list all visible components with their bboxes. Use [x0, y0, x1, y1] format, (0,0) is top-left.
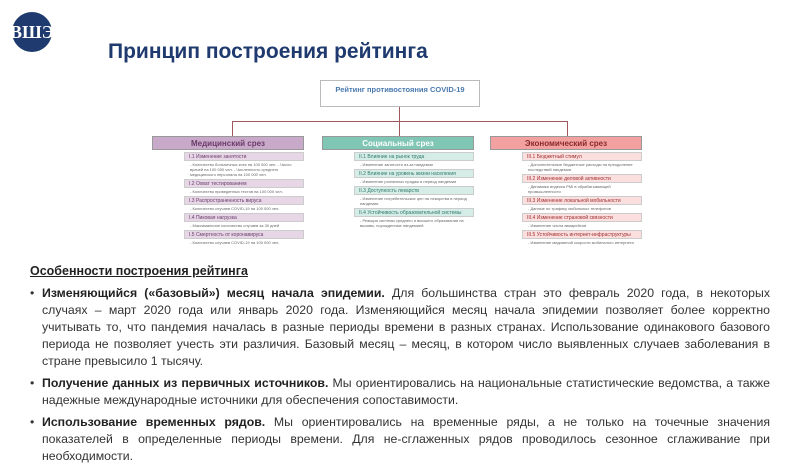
indicator-box: III.4 Изменение страновой связности: [522, 213, 642, 222]
indicator-box: II.3 Доступность лекарств: [354, 186, 474, 195]
indicator-description: - Изменение потребительских цен на лекарства в период пандемии: [360, 196, 467, 206]
connector: [567, 121, 568, 136]
diagram-column-eco: [490, 136, 642, 245]
indicator-description: - Количество случаев COVID-19 на 100 000 чел.: [190, 206, 280, 211]
diagram-column-med: [152, 136, 304, 245]
column-header: Медицинский срез: [152, 136, 304, 150]
indicator-description: - Изменение занятости из-за пандемии: [360, 162, 433, 167]
indicator-box: III.3 Изменение локальной мобильности: [522, 196, 642, 205]
indicator-box: II.4 Устойчивость образовательной системы: [354, 208, 474, 217]
indicator-description: - Количество проведенных тестов на 100 000 чел.: [190, 189, 283, 194]
indicator-description: - Изменение медианной скорости мобильного интернета: [528, 240, 634, 245]
bullet-item: • Использование временных рядов. Мы ориентировались на временные ряды, а не только на точечные значения показателей в определенные периоды времени. Для не-сглаженных рядов проводилось сезонное сглаживание при необходимости.: [30, 414, 770, 465]
indicator-box: I.5 Смертность от коронавируса: [184, 230, 304, 239]
indicator-box: I.3 Распространенность вируса: [184, 196, 304, 205]
indicator-box: III.2 Изменение деловой активности: [522, 174, 642, 183]
page-title: Принцип построения рейтинга: [108, 40, 428, 63]
diagram-root: Рейтинг противостояния COVID-19: [320, 80, 480, 107]
indicator-description: - Данные по трафику мобильных телефонов: [528, 206, 611, 211]
bullet-item: • Изменяющийся («базовый») месяц начала эпидемии. Для большинства стран это февраль 2020 года, в некоторых случаях – март 2020 года или январь 2020 года. Изменяющийся месяц начала эпидемии позволяет более корректно учитывать то, что пандемия началась в разные периоды времени в разных странах. Использование одинакового базового периода не позволяет учесть эти различия. Базовый месяц – месяц, в котором число выявленных случаев заболевания в стране превысило 1 тысячу.: [30, 285, 770, 370]
indicator-description: - Реакция системы среднего и высшего образования на вызовы, порожденные пандемией: [360, 218, 464, 228]
indicator-description: - Динамика индекса PMI в обрабатывающей промышленности: [528, 184, 611, 194]
connector: [232, 121, 568, 122]
features-section: [30, 264, 770, 470]
section-title: Особенности построения рейтинга: [30, 264, 248, 278]
hse-logo: ВШЭ: [12, 12, 52, 52]
indicator-description: - Изменение числа авиарейсов: [528, 223, 587, 228]
indicator-box: II.2 Влияние на уровень жизни населения: [354, 169, 474, 178]
indicator-box: I.4 Пиковая нагрузка: [184, 213, 304, 222]
indicator-description: - Количество больничных коек на 100 000 чел. - Число врачей на 100 000 чел. - Численность среднего медицинского персонала на 100 000 чел.: [190, 162, 292, 177]
bullet-item: • Получение данных из первичных источников. Мы ориентировались на национальные статистические ведомства, а также надежные международные источники для обеспечения сопоставимости.: [30, 375, 770, 409]
column-header: Экономический срез: [490, 136, 642, 150]
indicator-box: I.1 Изменение занятости: [184, 152, 304, 161]
indicator-box: II.1 Влияние на рынок труда: [354, 152, 474, 161]
indicator-description: - Количество случаев COVID-19 на 100 000 чел.: [190, 240, 280, 245]
column-header: Социальный срез: [322, 136, 474, 150]
indicator-box: III.5 Устойчивость интернет-инфраструктуры: [522, 230, 642, 239]
indicator-box: I.2 Охват тестированием: [184, 179, 304, 188]
indicator-description: - Дополнительные бюджетные расходы на преодоление последствий пандемии: [528, 162, 633, 172]
indicator-description: - Максимальное количество случаев за 30 дней: [190, 223, 280, 228]
indicator-description: - Изменение розничных продаж в период пандемии: [360, 179, 457, 184]
diagram-column-soc: [322, 136, 474, 228]
connector: [232, 121, 233, 136]
indicator-box: III.1 Бюджетный стимул: [522, 152, 642, 161]
